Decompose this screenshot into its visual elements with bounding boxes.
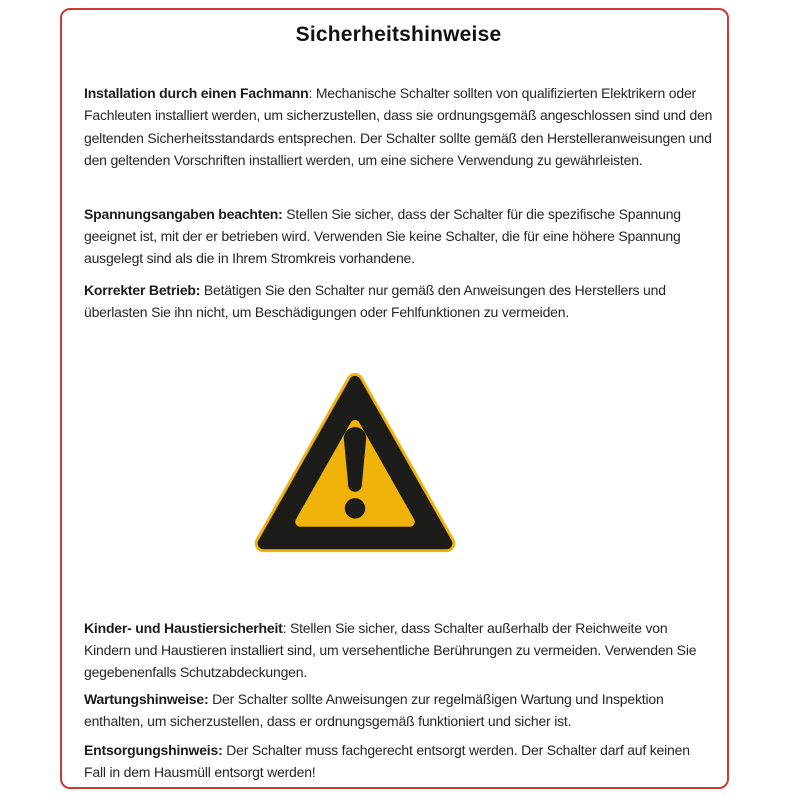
paragraph-maintenance <box>84 688 713 733</box>
paragraph-maintenance-lead: Wartungshinweise: <box>84 690 209 707</box>
paragraph-voltage-body: Stellen Sie sicher, dass der Schalter für die spezifische Spannung geeignet ist, mit der er betrieben wird. Verwenden Sie keine Schalter, die für eine höhere Spannung ausgelegt sind als die in Ihrem Stromkreis vorhandene. <box>84 205 681 267</box>
paragraph-children-pets-lead: Kinder- und Haustiersicherheit <box>84 619 283 636</box>
paragraph-voltage-lead: Spannungsangaben beachten: <box>84 205 283 222</box>
paragraph-children-pets-body: : Stellen Sie sicher, dass Schalter außerhalb der Reichweite von Kindern und Haustieren installiert sind, um versehentliche Berührungen zu vermeiden. Verwenden Sie gegebenenfalls Schutzabdeckungen. <box>84 619 697 681</box>
paragraph-installation-lead: Installation durch einen Fachmann <box>84 85 309 101</box>
paragraph-installation <box>84 82 713 172</box>
paragraph-maintenance-body: Der Schalter sollte Anweisungen zur regelmäßigen Wartung und Inspektion enthalten, um sicherzustellen, dass er ordnungsgemäß funktioniert und sicher ist. <box>84 690 664 730</box>
exclamation-dot <box>345 498 365 518</box>
paragraph-installation-body: : Mechanische Schalter sollten von qualifizierten Elektrikern oder Fachleuten installiert werden, um sicherzustellen, dass sie ordnungsgemäß angeschlossen sind und den geltenden Sicherheitsstandards entsprechen. Der Schalter sollte gemäß den Herstelleranweisungen und den geltenden Vorschriften installiert werden, um eine sichere Verwendung zu gewährleisten. <box>84 85 713 169</box>
paragraph-operation-body: Betätigen Sie den Schalter nur gemäß den Anweisungen des Herstellers und überlasten Sie ihn nicht, um Beschädigungen oder Fehlfunktionen zu vermeiden. <box>84 281 666 321</box>
page-title: Sicherheitshinweise <box>295 23 502 46</box>
warning-triangle-icon <box>250 372 460 557</box>
paragraph-disposal <box>84 739 713 784</box>
paragraph-voltage <box>84 203 713 270</box>
paragraph-operation-lead: Korrekter Betrieb: <box>84 281 201 298</box>
paragraph-disposal-body: Der Schalter muss fachgerecht entsorgt werden. Der Schalter darf auf keinen Fall in dem Hausmüll entsorgt werden! <box>84 741 690 781</box>
red-border-frame <box>60 8 729 789</box>
warning-sign-figure <box>250 372 460 557</box>
paragraph-children-pets <box>84 617 713 684</box>
paragraph-operation <box>84 279 713 324</box>
paragraph-disposal-lead: Entsorgungshinweis: <box>84 741 223 758</box>
